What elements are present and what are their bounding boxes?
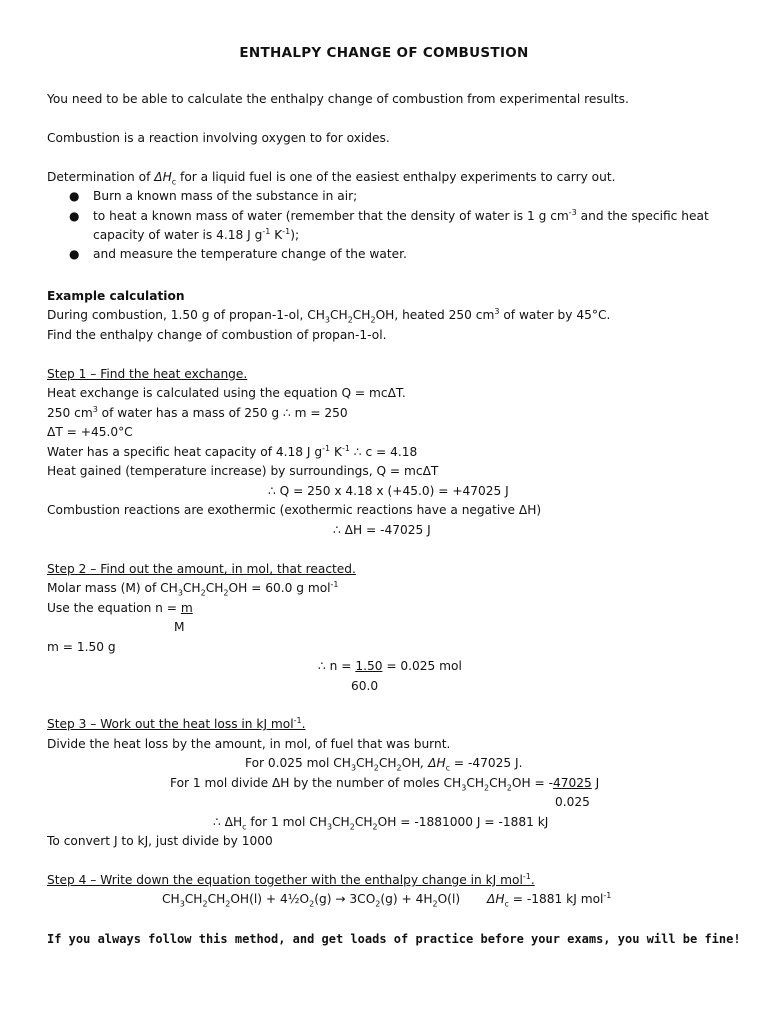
- step1-line-3: ΔT = +45.0°C: [47, 425, 133, 439]
- step3-line-3-denominator: 0.025: [555, 795, 590, 809]
- step2-heading: Step 2 – Find out the amount, in mol, that reacted.: [47, 562, 356, 576]
- page-title: ENTHALPY CHANGE OF COMBUSTION: [239, 45, 529, 61]
- step2-line-2: Use the equation n = m: [47, 601, 193, 615]
- bullet-dot: ●: [69, 247, 80, 261]
- step3-line-4: ∴ $\Delta H_c$ for 1 mol $CH_3CH_2CH_2OH = -1881000$ J = -1881 kJ: [213, 815, 549, 832]
- step4-heading: Step 4 – Write down the equation together with the enthalpy change in kJ mol$^{-1}$.: [47, 871, 535, 887]
- step4-equation: $CH_3CH_2CH_2OH(l)$ + $4\frac{1}{2}O_2(g) \to 3CO_2(g) + 4H_2O(l)$: [162, 892, 461, 909]
- step1-line-1: Heat exchange is calculated using the equation Q = mcΔT.: [47, 386, 406, 400]
- example-heading: Example calculation: [47, 289, 185, 303]
- step2-line-4: ∴ n = 1.50 = 0.025 mol: [318, 659, 462, 673]
- step1-line-7: Combustion reactions are exothermic (exothermic reactions have a negative ΔH): [47, 503, 542, 517]
- closing-note: If you always follow this method, and get loads of practice before your exams, you will be fine!: [47, 932, 741, 946]
- bullet-item-1: Burn a known mass of the substance in air;: [93, 189, 358, 203]
- step2-denominator: M: [174, 620, 185, 634]
- step1-line-5: Heat gained (temperature increase) by surroundings, Q = mcΔT: [47, 464, 439, 478]
- determination-lead: Determination of $\Delta H_c$ for a liquid fuel is one of the easiest enthalpy experiments to carry out.: [47, 170, 616, 187]
- bullet-dot: ●: [69, 209, 80, 223]
- step3-line-5: To convert J to kJ, just divide by 1000: [47, 834, 273, 848]
- step2-line-1: Molar mass (M) of $CH_3CH_2CH_2OH = 60.0$ g mol$^{-1}$: [47, 579, 339, 598]
- step3-heading: Step 3 – Work out the heat loss in kJ mol$^{-1}$.: [47, 715, 306, 731]
- bullet-item-2: to heat a known mass of water (remember that the density of water is 1 g $cm^{-3}$ and the specific heat: [93, 207, 709, 223]
- step1-line-6: ∴ Q = 250 x 4.18 x (+45.0) = +47025 J: [268, 484, 509, 498]
- bullet-dot: ●: [69, 189, 80, 203]
- step3-line-3: For 1 mol divide ΔH by the number of moles $CH_3CH_2CH_2OH = -47025$ J: [170, 776, 600, 793]
- step3-line-1: Divide the heat loss by the amount, in mol, of fuel that was burnt.: [47, 737, 451, 751]
- step4-enthalpy-value: $\Delta H_c = -1881$ kJ mol$^{-1}$: [487, 890, 612, 909]
- example-line-2: Find the enthalpy change of combustion of propan-1-ol.: [47, 328, 387, 342]
- example-line-1: During combustion, 1.50 g of propan-1-ol, $CH_3CH_2CH_2OH$, heated 250 $cm^3$ of water by 45°C.: [47, 306, 611, 325]
- step2-line-3: m = 1.50 g: [47, 640, 116, 654]
- step3-line-2: For 0.025 mol $CH_3CH_2CH_2OH$, $\Delta H_c = -47025$ J.: [245, 756, 523, 773]
- step2-line-4-denominator: 60.0: [351, 679, 379, 693]
- step1-line-4: Water has a specific heat capacity of 4.18 J $g^{-1}$ $K^{-1}$ ∴ c = 4.18: [47, 443, 418, 459]
- intro-line-2: Combustion is a reaction involving oxygen to for oxides.: [47, 131, 390, 145]
- step1-line-8: ∴ ΔH = -47025 J: [333, 523, 431, 537]
- bullet-item-2-cont: capacity of water is 4.18 J $g^{-1}$ $K^{-1}$);: [93, 226, 300, 242]
- intro-line-1: You need to be able to calculate the enthalpy change of combustion from experimental results.: [47, 92, 629, 106]
- step1-heading: Step 1 – Find the heat exchange.: [47, 367, 248, 381]
- bullet-item-3: and measure the temperature change of the water.: [93, 247, 407, 261]
- step1-line-2: 250 $cm^3$ of water has a mass of 250 g ∴ m = 250: [47, 404, 348, 420]
